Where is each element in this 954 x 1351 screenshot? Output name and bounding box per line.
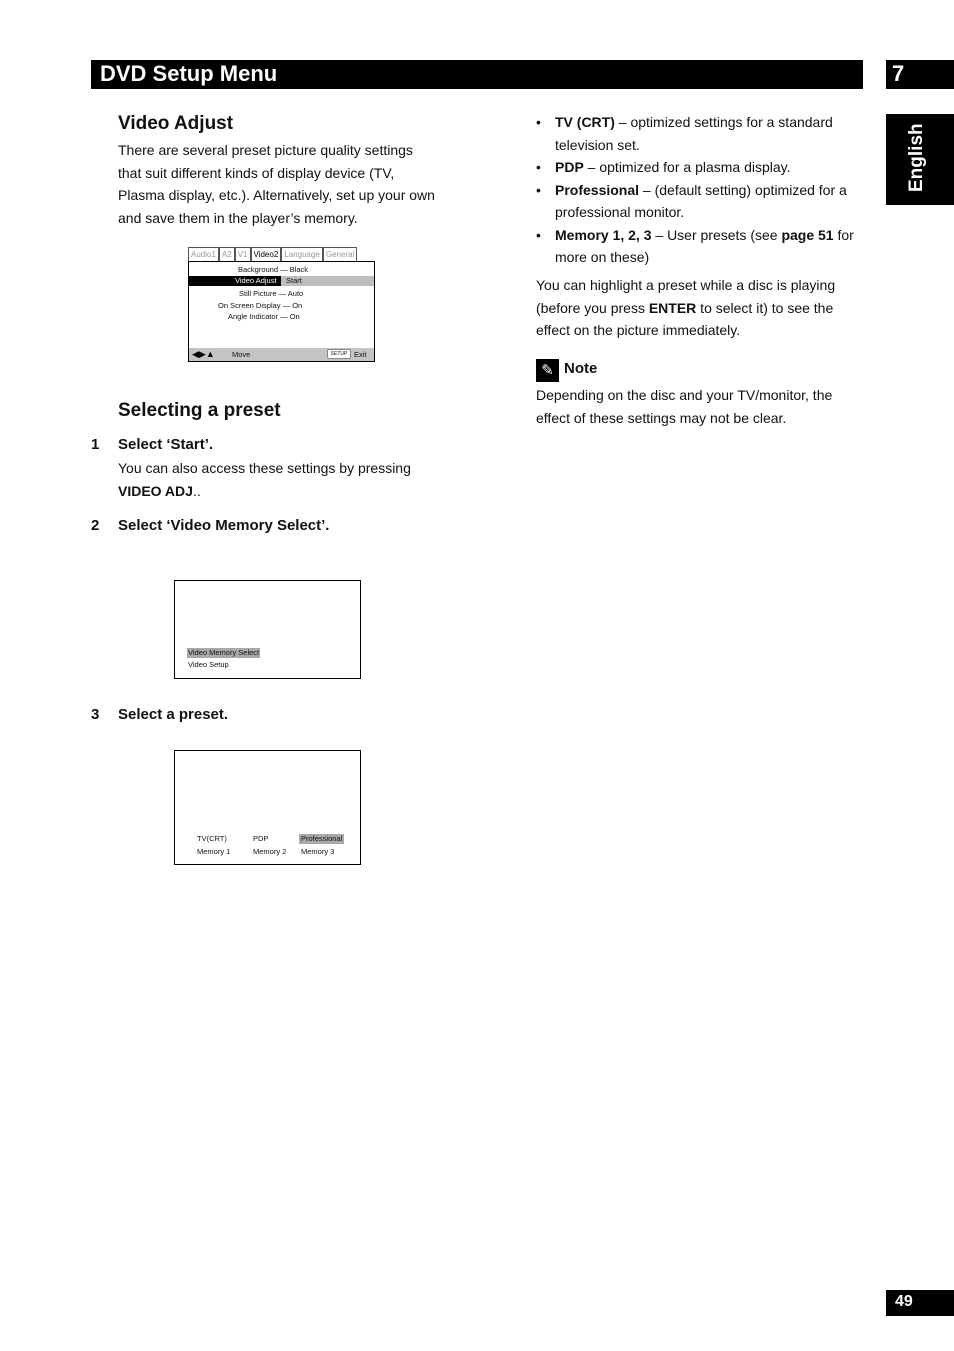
list-item: • Professional – (default setting) optimized for a professional monitor. (536, 179, 866, 224)
preset-tv-crt[interactable]: TV(CRT) (197, 834, 227, 843)
intro-line: There are several preset picture quality settings (118, 142, 413, 158)
step-2 (91, 516, 329, 536)
move-label: Move (232, 350, 251, 359)
arrow-keys-icon: ◀▶▲ (192, 349, 215, 359)
header-bar (91, 60, 863, 89)
intro-line: and save them in the player’s memory. (118, 209, 358, 226)
page-number-box (886, 1290, 954, 1316)
menu-body (188, 261, 375, 362)
memory-select-screen (174, 580, 361, 679)
preset-bullet-list (536, 111, 866, 269)
tab-audio1[interactable]: Audio1 (188, 247, 219, 261)
video-adjust-heading: Video Adjust (118, 113, 234, 134)
language-tab (886, 114, 954, 205)
step-number: 1 (91, 436, 100, 453)
preset-screen (174, 750, 361, 865)
tab-a2[interactable]: A2 (219, 247, 235, 261)
pencil-icon: ✎ (536, 359, 559, 382)
tab-v1[interactable]: V1 (235, 247, 251, 261)
list-item: • PDP – optimized for a plasma display. (536, 156, 866, 179)
video-adj-key: VIDEO ADJ (118, 482, 193, 499)
page-number: 49 (895, 1293, 913, 1310)
highlight-paragraph: You can highlight a preset while a disc is playing (before you press ENTER to select it) to see the effect on the picture immediately. (536, 277, 836, 338)
menu-row-angle-indicator[interactable]: Angle Indicator — On (228, 312, 300, 321)
chapter-number: 7 (892, 61, 905, 86)
tab-general[interactable]: General (323, 247, 357, 261)
menu-row-video-adjust[interactable]: Video Adjust (235, 276, 277, 285)
intro-line: Plasma display, etc.). Alternatively, set up your own (118, 187, 435, 203)
step-1 (91, 435, 213, 455)
exit-label: Exit (354, 350, 367, 359)
video-adjust-intro (118, 139, 458, 229)
step-1-note-line: VIDEO ADJ.. (118, 482, 201, 499)
step-text: Select a preset. (118, 706, 229, 723)
menu-footer (189, 348, 374, 361)
preset-memory-1[interactable]: Memory 1 (197, 847, 231, 856)
step-text: Select ‘Video Memory Select’. (118, 517, 330, 534)
preset-pdp[interactable]: PDP (253, 834, 269, 843)
intro-line: that suit different kinds of display device (TV, (118, 164, 395, 181)
video-menu-screen (188, 247, 375, 362)
list-item: • Memory 1, 2, 3 – User presets (see page 51 for more on these) (536, 224, 866, 269)
tab-video2[interactable]: Video2 (251, 247, 282, 261)
setup-button[interactable]: SETUP (327, 349, 351, 359)
note-title: Note (564, 360, 598, 377)
step-number: 2 (91, 517, 100, 534)
list-item: • TV (CRT) – optimized settings for a standard television set. (536, 111, 866, 156)
menu-row-start-value[interactable]: Start (286, 276, 302, 285)
step-number: 3 (91, 706, 100, 723)
note-text: Depending on the disc and your TV/monitor, the effect of these settings may not be clear. (536, 387, 833, 426)
menu-row-still-picture[interactable]: Still Picture — Auto (239, 289, 304, 298)
tab-language[interactable]: Language (281, 247, 323, 261)
step-1-note (118, 457, 448, 502)
preset-memory-3[interactable]: Memory 3 (301, 847, 335, 856)
preset-memory-2[interactable]: Memory 2 (253, 847, 287, 856)
language-label: English (906, 123, 927, 192)
menu-row-on-screen-display[interactable]: On Screen Display — On (218, 301, 303, 310)
video-setup-item[interactable]: Video Setup (188, 660, 229, 669)
page-reference: page 51 (781, 226, 834, 243)
step-1-note-line: You can also access these settings by pressing (118, 460, 411, 476)
step-3 (91, 705, 228, 725)
video-memory-select-item[interactable]: Video Memory Select (188, 648, 260, 657)
step-text: Select ‘Start’. (118, 436, 214, 453)
preset-professional[interactable]: Professional (301, 834, 343, 843)
chapter-box (886, 60, 954, 89)
menu-tabs (188, 247, 356, 261)
enter-key: ENTER (648, 299, 697, 316)
selecting-preset-heading: Selecting a preset (118, 400, 281, 421)
page-title: DVD Setup Menu (100, 61, 278, 86)
menu-row-background[interactable]: Background — Black (238, 265, 309, 274)
